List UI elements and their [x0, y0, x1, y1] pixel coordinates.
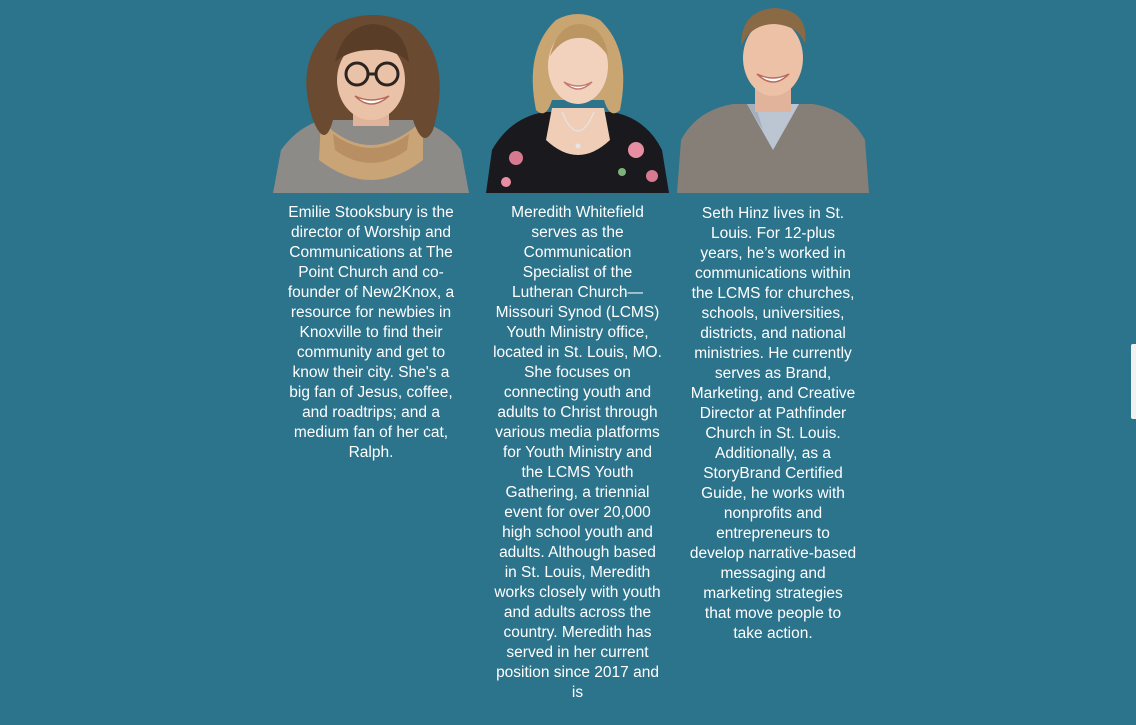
- speaker-card: [273, 0, 469, 463]
- speaker-bio-seth: Seth Hinz lives in St. Louis. For 12-plus years, he’s worked in communications within the LCMS for churches, schools, universities, districts, and national ministries. He currently serves as Brand, Marketing, and Creative Director at Pathfinder Church in St. Louis. Additionally, as a StoryBrand Certified Guide, he works with nonprofits and entrepreneurs to develop narrative-based messaging and marketing strategies that move people to take action.: [689, 205, 857, 642]
- speaker-bio-meredith: Meredith Whitefield serves as the Communication Specialist of the Lutheran Church—Missouri Synod (LCMS) Youth Ministry office, located in St. Louis, MO. She focuses on connecting youth and adults to Christ through various media platforms for Youth Ministry and the LCMS Youth Gathering, a triennial event for over 20,000 high school youth and adults. Although based in St. Louis, Meredith works closely with youth and adults across the country. Meredith has served in her current position since 2017 and is: [493, 204, 662, 701]
- speaker-photo-meredith: [486, 0, 669, 193]
- speaker-photo-seth: [677, 0, 869, 193]
- edge-scroll-tab[interactable]: [1131, 344, 1136, 419]
- speaker-bio-emilie: Emilie Stooksbury is the director of Worship and Communications at The Point Church and co-founder of New2Knox, a resource for newbies in Knoxville to find their community and get to know their city. She's a big fan of Jesus, coffee, and roadtrips; and a medium fan of her cat, Ralph.: [287, 204, 455, 461]
- speaker-card: [677, 0, 869, 644]
- speaker-photo-emilie: [273, 0, 469, 193]
- speaker-card: [486, 0, 669, 703]
- speaker-bios: [273, 0, 873, 725]
